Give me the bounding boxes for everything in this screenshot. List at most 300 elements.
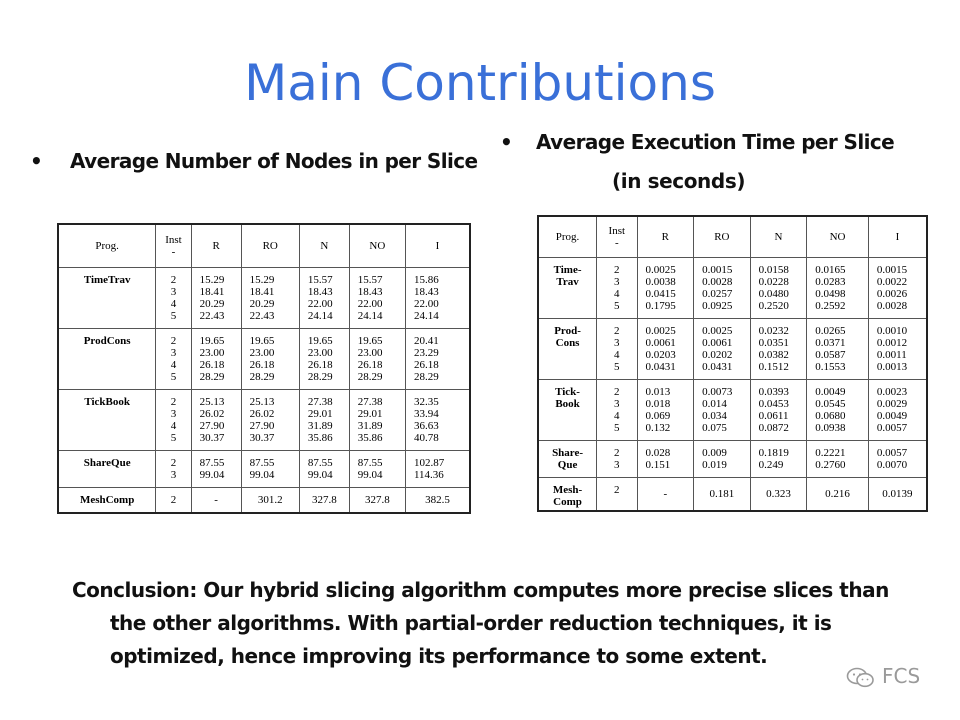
table-cell: [868, 478, 927, 512]
cell-value: 99.04: [357, 469, 383, 481]
table-cell: [191, 329, 241, 390]
cell-value: 0.0938: [815, 422, 846, 434]
table-cell: [349, 451, 405, 488]
table-cell: [349, 390, 405, 451]
conclusion-line-2: the other algorithms. With partial-order reduction techniques, it is: [110, 611, 832, 635]
cell-value: 23.29: [413, 347, 439, 359]
cell-value: 30.37: [249, 432, 275, 444]
table-cell: [241, 488, 299, 514]
cell-value: 20.29: [199, 298, 225, 310]
table-cell: [868, 258, 927, 319]
cell-value: 0.0022: [876, 276, 908, 288]
column-header: [694, 216, 751, 258]
table-cell: [299, 488, 349, 514]
table-cell: [405, 488, 470, 514]
column-header: [807, 216, 869, 258]
header-text: Prog.: [555, 231, 580, 243]
cell-value: 0.0010: [876, 325, 908, 337]
cell-value: 0.0611: [758, 410, 789, 422]
instance-value: 3: [614, 276, 620, 288]
bullet-dot: •: [500, 130, 513, 154]
cell-value: 0.0545: [815, 398, 846, 410]
header-text: R: [661, 231, 669, 243]
cell-value: 0.0415: [645, 288, 676, 300]
table-row: [538, 478, 927, 512]
cell-value: 35.86: [357, 432, 383, 444]
instance-count: [156, 268, 191, 329]
program-name-text: MeshComp: [79, 494, 135, 506]
header-text: -: [614, 237, 619, 249]
instance-count: [156, 390, 191, 451]
cell-value: 28.29: [249, 371, 275, 383]
program-name-text: Cons: [555, 337, 580, 349]
header-text: Inst: [608, 225, 626, 237]
instance-value: 5: [170, 310, 177, 322]
cell-value: 26.18: [413, 359, 439, 371]
cell-value: 0.151: [645, 459, 671, 471]
cell-value: 0.2520: [758, 300, 789, 312]
instance-value: 4: [614, 288, 620, 300]
table-row: [538, 258, 927, 319]
cell-value: 0.075: [702, 422, 727, 434]
table-cell: [405, 390, 470, 451]
cell-value: 25.13: [249, 396, 275, 408]
table-cell: [637, 478, 694, 512]
instance-count: [597, 380, 637, 441]
table-row: [538, 380, 927, 441]
wechat-icon: [846, 667, 876, 689]
table-cell: [694, 319, 751, 380]
table-cell: [299, 329, 349, 390]
cell-value: 27.38: [307, 396, 333, 408]
cell-value: 18.43: [357, 286, 383, 298]
cell-value: 27.90: [199, 420, 225, 432]
bullet-dot: •: [30, 149, 43, 173]
cell-value: 0.0228: [758, 276, 789, 288]
table-row: [538, 441, 927, 478]
cell-value: 87.55: [199, 457, 225, 469]
table-row: [58, 329, 470, 390]
table-row: [58, 451, 470, 488]
cell-value: 18.41: [249, 286, 275, 298]
table-row: [58, 390, 470, 451]
program-name: [538, 380, 597, 441]
cell-value: 99.04: [249, 469, 275, 481]
cell-value: 0.0498: [815, 288, 846, 300]
conclusion-line-1: Conclusion: Our hybrid slicing algorithm computes more precise slices than: [72, 578, 889, 602]
table-cell: [694, 380, 751, 441]
cell-value: 0.0587: [815, 349, 846, 361]
instance-count: [597, 441, 637, 478]
table-cell: [191, 488, 241, 514]
cell-value: 15.57: [307, 274, 333, 286]
cell-value: 99.04: [199, 469, 225, 481]
cell-value: 0.0023: [876, 386, 908, 398]
table-cell: [241, 451, 299, 488]
cell-value: 0.323: [766, 488, 791, 500]
instance-value: 2: [614, 325, 620, 337]
table-cell: [405, 329, 470, 390]
cell-value: 0.013: [645, 386, 671, 398]
cell-value: 0.0026: [876, 288, 908, 300]
cell-value: 0.132: [645, 422, 671, 434]
cell-value: 0.0158: [758, 264, 789, 276]
cell-value: 26.18: [199, 359, 225, 371]
table-cell: [349, 488, 405, 514]
instance-value: 2: [614, 484, 620, 496]
table-cell: [750, 319, 807, 380]
instance-value: 4: [614, 410, 620, 422]
cell-value: 22.00: [413, 298, 439, 310]
cell-value: 0.0257: [702, 288, 733, 300]
program-name-text: Mesh-: [552, 484, 583, 496]
cell-value: 0.0061: [645, 337, 676, 349]
cell-value: 0.0139: [882, 488, 913, 500]
cell-value: 0.0265: [815, 325, 846, 337]
cell-value: 0.0431: [645, 361, 676, 373]
table-cell: [807, 380, 869, 441]
cell-value: 327.8: [311, 494, 337, 506]
cell-value: 27.38: [357, 396, 383, 408]
program-name-text: TickBook: [84, 396, 130, 408]
cell-value: 28.29: [307, 371, 333, 383]
cell-value: 0.009: [702, 447, 727, 459]
cell-value: 26.18: [357, 359, 383, 371]
nodes-per-slice-table: [57, 223, 471, 514]
table-cell: [405, 268, 470, 329]
table-cell: [807, 441, 869, 478]
column-header: [299, 224, 349, 268]
instance-count: [156, 329, 191, 390]
cell-value: 0.018: [645, 398, 671, 410]
cell-value: 29.01: [307, 408, 333, 420]
cell-value: -: [214, 494, 218, 506]
instance-count: [597, 319, 637, 380]
instance-value: 5: [614, 422, 620, 434]
column-header: [405, 224, 470, 268]
column-header: [750, 216, 807, 258]
table-row: [58, 268, 470, 329]
header-text: RO: [262, 240, 278, 252]
cell-value: 15.57: [357, 274, 383, 286]
instance-value: 2: [170, 494, 177, 506]
table-cell: [694, 258, 751, 319]
cell-value: 0.028: [645, 447, 671, 459]
instance-count: [597, 258, 637, 319]
cell-value: 32.35: [413, 396, 439, 408]
cell-value: 0.0393: [758, 386, 789, 398]
instance-value: 5: [170, 432, 177, 444]
cell-value: 20.29: [249, 298, 275, 310]
column-header: [191, 224, 241, 268]
cell-value: 0.0028: [702, 276, 733, 288]
table-header-row: [58, 224, 470, 268]
cell-value: 18.41: [199, 286, 225, 298]
program-name: [58, 488, 156, 514]
execution-time-table: [537, 215, 928, 512]
cell-value: 0.249: [758, 459, 784, 471]
cell-value: 0.0480: [758, 288, 789, 300]
table-cell: [405, 451, 470, 488]
cell-value: 15.86: [413, 274, 439, 286]
cell-value: 87.55: [357, 457, 383, 469]
instance-value: 2: [614, 386, 620, 398]
column-header: [868, 216, 927, 258]
header-text: I: [435, 240, 440, 252]
header-text: RO: [714, 231, 730, 243]
program-name-text: ProdCons: [83, 335, 131, 347]
conclusion-line-3: optimized, hence improving its performance to some extent.: [110, 644, 768, 668]
program-name: [58, 451, 156, 488]
table-cell: [694, 441, 751, 478]
cell-value: 301.2: [257, 494, 283, 506]
cell-value: 19.65: [199, 335, 225, 347]
program-name-text: TimeTrav: [83, 274, 131, 286]
table-cell: [299, 451, 349, 488]
program-name-text: Share-: [552, 447, 584, 459]
program-name-text: Trav: [556, 276, 579, 288]
bullet-right-text-line1: Average Execution Time per Slice: [536, 130, 895, 154]
table-cell: [637, 441, 694, 478]
cell-value: 0.0057: [876, 447, 908, 459]
cell-value: 23.00: [199, 347, 225, 359]
cell-value: 0.181: [709, 488, 735, 500]
instance-count: [156, 488, 191, 514]
table-cell: [750, 478, 807, 512]
cell-value: 0.0013: [876, 361, 908, 373]
cell-value: 0.2221: [815, 447, 846, 459]
cell-value: 23.00: [249, 347, 275, 359]
instance-value: 5: [170, 371, 177, 383]
cell-value: 0.0232: [758, 325, 789, 337]
cell-value: 24.14: [413, 310, 439, 322]
column-header: [349, 224, 405, 268]
cell-value: 0.0070: [876, 459, 908, 471]
instance-value: 5: [614, 361, 620, 373]
program-name-text: Tick-: [555, 386, 580, 398]
cell-value: 31.89: [357, 420, 383, 432]
cell-value: 0.034: [702, 410, 727, 422]
instance-value: 3: [170, 469, 177, 481]
column-header: [538, 216, 597, 258]
cell-value: 0.0038: [645, 276, 676, 288]
cell-value: 0.0012: [876, 337, 908, 349]
cell-value: 18.43: [307, 286, 333, 298]
header-text: NO: [369, 240, 386, 252]
cell-value: 0.0015: [702, 264, 733, 276]
instance-value: 4: [170, 420, 177, 432]
table-row: [538, 319, 927, 380]
cell-value: 0.0680: [815, 410, 846, 422]
header-text: Prog.: [95, 240, 119, 252]
cell-value: 19.65: [249, 335, 275, 347]
cell-value: 0.0382: [758, 349, 789, 361]
cell-value: 0.0165: [815, 264, 846, 276]
column-header: [637, 216, 694, 258]
watermark-text: FCS: [882, 664, 921, 688]
column-header: [241, 224, 299, 268]
cell-value: 24.14: [307, 310, 333, 322]
instance-value: 3: [614, 398, 620, 410]
cell-value: 24.14: [357, 310, 383, 322]
cell-value: 0.2592: [815, 300, 846, 312]
bullet-left-text: Average Number of Nodes in per Slice: [70, 149, 478, 173]
table-cell: [807, 478, 869, 512]
cell-value: 0.0073: [702, 386, 733, 398]
instance-value: 5: [614, 300, 620, 312]
header-text: Inst: [165, 234, 182, 246]
cell-value: 99.04: [307, 469, 333, 481]
program-name-text: Prod-: [554, 325, 581, 337]
cell-value: 0.0025: [645, 325, 676, 337]
instance-value: 2: [170, 274, 177, 286]
instance-value: 2: [614, 447, 620, 459]
table-cell: [299, 268, 349, 329]
cell-value: 0.0371: [815, 337, 846, 349]
cell-value: 22.00: [307, 298, 333, 310]
cell-value: 0.2760: [815, 459, 846, 471]
instance-value: 3: [614, 337, 620, 349]
table-cell: [694, 478, 751, 512]
watermark: [846, 664, 920, 689]
cell-value: 0.019: [702, 459, 727, 471]
cell-value: -: [663, 488, 668, 500]
table-cell: [191, 451, 241, 488]
cell-value: 87.55: [307, 457, 333, 469]
table-cell: [349, 329, 405, 390]
column-header: [597, 216, 637, 258]
table-cell: [349, 268, 405, 329]
cell-value: 87.55: [249, 457, 275, 469]
table-cell: [191, 268, 241, 329]
cell-value: 22.43: [199, 310, 225, 322]
program-name: [538, 319, 597, 380]
instance-value: 2: [170, 457, 177, 469]
instance-count: [156, 451, 191, 488]
cell-value: 33.94: [413, 408, 439, 420]
instance-count: [597, 478, 637, 512]
cell-value: 28.29: [199, 371, 225, 383]
cell-value: 20.41: [413, 335, 439, 347]
cell-value: 31.89: [307, 420, 333, 432]
cell-value: 0.0025: [702, 325, 733, 337]
cell-value: 35.86: [307, 432, 333, 444]
cell-value: 0.216: [825, 488, 850, 500]
table-cell: [807, 258, 869, 319]
instance-value: 3: [614, 459, 620, 471]
cell-value: 26.18: [249, 359, 275, 371]
instance-value: 4: [170, 298, 177, 310]
table-cell: [191, 390, 241, 451]
cell-value: 0.0202: [702, 349, 733, 361]
table-header-row: [538, 216, 927, 258]
instance-value: 2: [170, 396, 177, 408]
cell-value: 0.0453: [758, 398, 789, 410]
cell-value: 23.00: [307, 347, 333, 359]
cell-value: 382.5: [425, 494, 450, 506]
instance-value: 2: [614, 264, 620, 276]
table-cell: [241, 268, 299, 329]
cell-value: 0.0283: [815, 276, 846, 288]
table-cell: [637, 319, 694, 380]
header-text: -: [171, 246, 176, 258]
cell-value: 0.0025: [645, 264, 676, 276]
cell-value: 327.8: [364, 494, 390, 506]
cell-value: 18.43: [413, 286, 439, 298]
cell-value: 0.0431: [702, 361, 733, 373]
program-name-text: Que: [557, 459, 578, 471]
table-cell: [241, 390, 299, 451]
cell-value: 26.18: [307, 359, 333, 371]
cell-value: 0.0015: [876, 264, 908, 276]
cell-value: 25.13: [199, 396, 225, 408]
program-name: [58, 268, 156, 329]
table-cell: [868, 380, 927, 441]
cell-value: 0.1795: [645, 300, 676, 312]
table-cell: [299, 390, 349, 451]
table-cell: [750, 441, 807, 478]
program-name: [538, 258, 597, 319]
cell-value: 19.65: [357, 335, 383, 347]
header-text: N: [774, 231, 783, 243]
instance-value: 3: [170, 286, 177, 298]
cell-value: 40.78: [413, 432, 439, 444]
column-header: [58, 224, 156, 268]
table-cell: [637, 258, 694, 319]
cell-value: 26.02: [199, 408, 225, 420]
cell-value: 0.0049: [815, 386, 846, 398]
table-cell: [807, 319, 869, 380]
cell-value: 30.37: [199, 432, 225, 444]
cell-value: 0.1819: [758, 447, 789, 459]
program-name-text: Book: [555, 398, 580, 410]
cell-value: 22.00: [357, 298, 383, 310]
cell-value: 0.0203: [645, 349, 676, 361]
slide-title: Main Contributions: [244, 54, 716, 112]
cell-value: 0.0049: [876, 410, 908, 422]
cell-value: 28.29: [357, 371, 383, 383]
program-name-text: Comp: [553, 496, 582, 508]
program-name: [538, 441, 597, 478]
table-cell: [868, 441, 927, 478]
cell-value: 0.1512: [758, 361, 789, 373]
table-cell: [750, 258, 807, 319]
cell-value: 26.02: [249, 408, 275, 420]
cell-value: 0.0872: [758, 422, 789, 434]
cell-value: 102.87: [413, 457, 445, 469]
cell-value: 19.65: [307, 335, 333, 347]
instance-value: 2: [170, 335, 177, 347]
cell-value: 0.069: [645, 410, 671, 422]
table-row: [58, 488, 470, 514]
table-cell: [868, 319, 927, 380]
cell-value: 114.36: [413, 469, 444, 481]
cell-value: 15.29: [199, 274, 225, 286]
program-name-text: Time-: [553, 264, 582, 276]
cell-value: 0.014: [702, 398, 727, 410]
cell-value: 27.90: [249, 420, 275, 432]
cell-value: 0.0029: [876, 398, 908, 410]
cell-value: 0.0925: [702, 300, 733, 312]
cell-value: 0.0061: [702, 337, 733, 349]
cell-value: 28.29: [413, 371, 439, 383]
header-text: I: [895, 231, 900, 243]
cell-value: 15.29: [249, 274, 275, 286]
cell-value: 0.0028: [876, 300, 908, 312]
cell-value: 0.0011: [876, 349, 907, 361]
cell-value: 23.00: [357, 347, 383, 359]
program-name: [58, 390, 156, 451]
